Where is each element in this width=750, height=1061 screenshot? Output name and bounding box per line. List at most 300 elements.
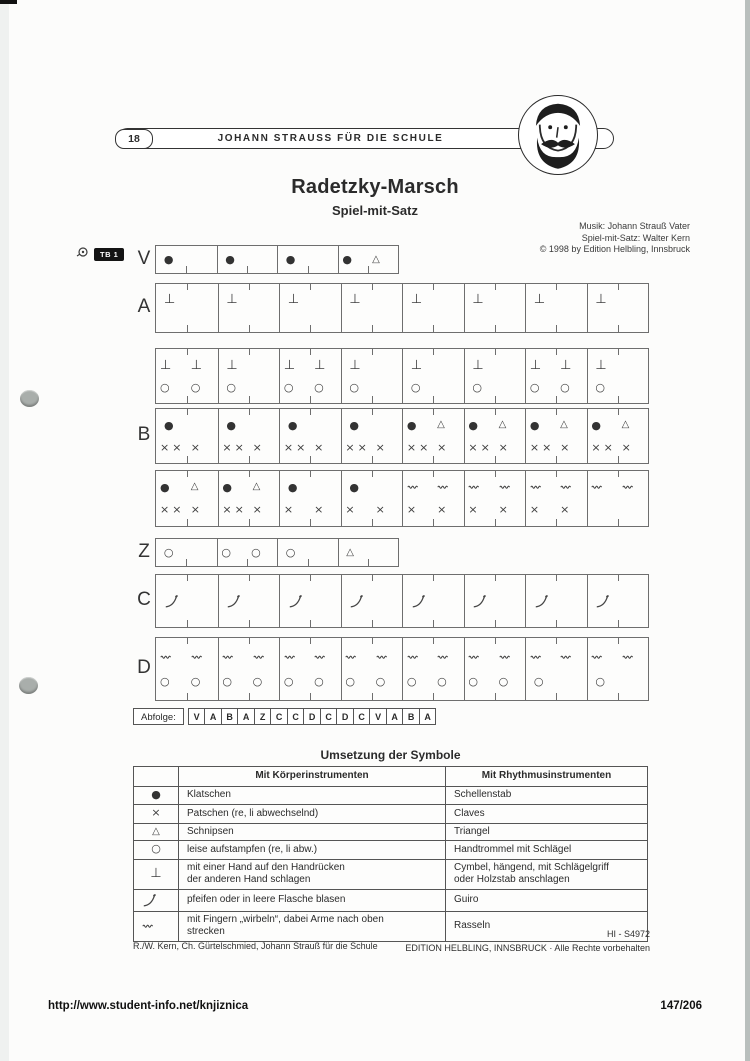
hand-icon: ⊥ <box>529 357 542 373</box>
score-cell <box>341 349 403 403</box>
beat-line <box>526 675 587 687</box>
wirbel-icon <box>191 654 204 660</box>
clap-icon: ● <box>342 253 352 266</box>
stamp-icon: ○ <box>190 674 201 688</box>
beat-line <box>526 419 587 431</box>
stamp-icon: ○ <box>159 674 170 688</box>
snip-icon: △ <box>498 419 507 430</box>
beat-line <box>280 419 341 431</box>
score-cell <box>464 409 526 463</box>
beat-line <box>280 441 341 453</box>
beat-line <box>280 359 341 372</box>
beat-line <box>156 547 217 559</box>
legend-symbol-cell <box>134 823 179 841</box>
stamp-icon: ○ <box>151 842 161 855</box>
snip-icon: △ <box>346 546 354 558</box>
beat-line <box>588 441 649 453</box>
patsch-icon: × <box>603 440 613 454</box>
whistle-icon <box>164 593 180 610</box>
beat-line <box>218 254 278 266</box>
abfolge-cell: V <box>369 709 386 724</box>
beat-line <box>156 293 218 306</box>
beat-line <box>465 504 526 516</box>
patsch-icon: × <box>172 503 182 517</box>
beat-line <box>403 593 464 610</box>
beat-line <box>526 293 587 306</box>
score-cell <box>279 409 341 463</box>
beat-line <box>403 441 464 453</box>
patsch-icon: × <box>560 503 570 517</box>
score-cell <box>156 246 217 273</box>
beat-line <box>465 675 526 687</box>
hand-icon: ⊥ <box>472 292 484 307</box>
wirbel-icon <box>622 654 635 660</box>
hand-icon: ⊥ <box>560 357 572 373</box>
stamp-icon: ○ <box>252 674 263 688</box>
beat-line <box>403 293 464 306</box>
wirbel-icon <box>284 654 297 660</box>
score-cell <box>464 284 526 332</box>
beat-line <box>280 293 341 306</box>
wirbel-icon <box>314 654 327 660</box>
whistle-icon <box>472 593 488 610</box>
wirbel-icon <box>160 654 173 660</box>
patsch-icon: × <box>283 440 294 454</box>
score-cell <box>402 471 464 526</box>
audio-track-icon <box>76 245 91 263</box>
whistle-icon <box>142 892 170 909</box>
score-cell <box>341 409 403 463</box>
beat-line <box>342 481 403 493</box>
page-title: Radetzky-Marsch <box>291 176 459 198</box>
clap-icon: ● <box>285 253 296 266</box>
row-label: B <box>137 424 151 445</box>
legend-rhythmus-cell: Claves <box>446 805 648 824</box>
patsch-icon: × <box>283 503 294 517</box>
beat-line <box>156 419 218 431</box>
beat-line <box>219 441 280 453</box>
beat-line <box>280 504 341 516</box>
snip-icon: △ <box>252 481 261 493</box>
beat-line <box>588 504 649 516</box>
hand-icon: ⊥ <box>150 865 162 881</box>
beat-line <box>219 504 280 516</box>
score-cell <box>587 409 649 463</box>
clap-icon: ● <box>163 418 174 432</box>
clap-icon: ● <box>151 787 161 801</box>
stamp-icon: ○ <box>283 674 294 688</box>
patsch-icon: × <box>296 440 306 454</box>
beat-line <box>403 359 464 372</box>
beat-line <box>280 381 341 393</box>
row-label: V <box>137 247 151 269</box>
score-cell <box>587 284 649 332</box>
punch-hole-icon <box>19 677 38 694</box>
row-cells <box>155 348 649 404</box>
score-cell <box>279 575 341 627</box>
score-cell <box>217 246 278 273</box>
abfolge-bar <box>133 708 436 725</box>
beat-line <box>465 293 526 306</box>
footer-publisher-block <box>405 928 650 955</box>
whistle-icon <box>288 593 304 610</box>
patsch-icon: × <box>498 440 508 454</box>
score-cell <box>464 471 526 526</box>
clap-icon: ● <box>349 418 359 432</box>
beat-line <box>219 381 280 393</box>
legend-title: Umsetzung der Symbole <box>320 748 461 762</box>
stamp-icon: ○ <box>349 380 359 394</box>
legend-rhythmus-cell: Schellenstab <box>446 786 648 805</box>
legend-row <box>134 823 648 841</box>
beat-line <box>219 651 280 663</box>
stamp-icon: ○ <box>314 674 324 688</box>
hand-icon: ⊥ <box>190 357 203 373</box>
wirbel-icon <box>499 654 512 660</box>
clap-icon: ● <box>287 480 298 494</box>
score-cell <box>279 284 341 332</box>
snip-icon: △ <box>190 481 199 493</box>
legend-row <box>134 841 648 860</box>
beat-line <box>156 254 217 266</box>
abfolge-cell: V <box>193 712 200 722</box>
legend-symbol-cell <box>134 841 179 860</box>
stamp-icon: ○ <box>595 380 605 394</box>
stamp-icon: ○ <box>314 380 324 394</box>
score-cell <box>525 349 587 403</box>
wirbel-icon <box>407 654 420 660</box>
wirbel-icon <box>530 654 543 660</box>
beat-line <box>219 675 280 687</box>
abfolge-cell: Z <box>254 709 271 724</box>
beat-line <box>342 593 403 610</box>
patsch-icon: × <box>357 440 367 454</box>
hand-icon: ⊥ <box>287 292 300 307</box>
stamp-icon: ○ <box>345 674 356 688</box>
stamp-icon: ○ <box>472 380 482 394</box>
clap-icon: ● <box>591 418 602 432</box>
legend-symbol-cell <box>134 805 179 824</box>
hand-icon: ⊥ <box>314 357 326 373</box>
credit-arranger: Spiel-mit-Satz: Walter Kern <box>581 232 690 243</box>
beat-line <box>342 675 403 687</box>
score-cell <box>587 349 649 403</box>
wirbel-icon <box>222 654 235 660</box>
legend-rhythmus-cell: Cymbel, hängend, mit Schlägelgriff oder Holzstab anschlagen <box>446 859 648 889</box>
patsch-icon: × <box>222 440 232 454</box>
beat-line <box>465 381 526 393</box>
credit-music: Musik: Johann Strauß Vater <box>579 221 690 231</box>
whistle-icon <box>226 593 242 610</box>
score-cell <box>402 349 464 403</box>
score-cell <box>525 409 587 463</box>
wirbel-icon <box>560 484 573 490</box>
wirbel-icon <box>468 654 481 660</box>
score-cell <box>218 409 280 463</box>
abfolge-cell: A <box>204 709 221 724</box>
patsch-icon: × <box>468 440 478 454</box>
whistle-icon <box>349 593 365 610</box>
abfolge-label: Abfolge: <box>133 708 184 725</box>
beat-line <box>156 651 218 663</box>
wirbel-icon <box>530 484 543 490</box>
score-cell <box>402 409 464 463</box>
clap-icon: ● <box>159 480 170 494</box>
abfolge-cell: C <box>270 709 287 724</box>
legend-koerper-cell: Klatschen <box>179 786 446 805</box>
legend-koerper-cell: pfeifen oder in leere Flasche blasen <box>179 889 446 911</box>
patsch-icon: × <box>468 503 478 517</box>
row-cells <box>155 408 649 464</box>
hand-icon: ⊥ <box>283 357 296 373</box>
score-cell <box>402 575 464 627</box>
row-cells <box>155 637 649 701</box>
patsch-icon: × <box>406 503 417 517</box>
abfolge-cell: D <box>336 709 353 724</box>
patsch-icon: × <box>159 440 170 454</box>
legend-koerper-cell: Patschen (re, li abwechselnd) <box>179 805 446 824</box>
stamp-icon: ○ <box>437 674 447 688</box>
legend-symbol-cell <box>134 911 179 941</box>
patsch-icon: × <box>621 440 631 454</box>
wirbel-icon <box>499 484 512 490</box>
clap-icon: ● <box>529 418 540 432</box>
patsch-icon: × <box>159 503 170 517</box>
clap-icon: ● <box>163 253 174 266</box>
score-cell <box>402 284 464 332</box>
score-cell <box>341 471 403 526</box>
legend-symbol-cell <box>134 889 179 911</box>
patsch-icon: × <box>252 503 262 517</box>
footer-authors: R./W. Kern, Ch. Gürtelschmied, Johann Strauß für die Schule <box>133 941 378 951</box>
beat-line <box>156 359 218 372</box>
patsch-icon: × <box>234 503 244 517</box>
score-cell <box>341 284 403 332</box>
book-title: JOHANN STRAUSS FÜR DIE SCHULE <box>217 133 444 144</box>
wirbel-icon <box>560 654 573 660</box>
wirbel-icon <box>376 654 389 660</box>
abfolge-cell: C <box>320 709 337 724</box>
snip-icon: △ <box>621 419 630 430</box>
stamp-icon: ○ <box>375 674 386 688</box>
score-cell <box>525 284 587 332</box>
whistle-icon <box>595 593 611 610</box>
hand-icon: ⊥ <box>226 292 238 307</box>
stamp-icon: ○ <box>251 546 261 559</box>
score-cell <box>156 349 218 403</box>
patsch-icon: × <box>542 440 552 454</box>
legend-header-symbol <box>134 767 179 787</box>
beat-line <box>588 359 649 372</box>
hand-icon: ⊥ <box>595 357 607 373</box>
beat-line <box>588 419 649 431</box>
beat-line <box>342 504 403 516</box>
score-cell <box>218 471 280 526</box>
legend-symbol-cell <box>134 859 179 889</box>
beat-line <box>278 254 338 266</box>
beat-line <box>588 651 649 663</box>
clap-icon: ● <box>406 418 417 432</box>
legend-row <box>134 859 648 889</box>
row-label: C <box>137 589 151 610</box>
patsch-icon: × <box>498 503 508 517</box>
stamp-icon: ○ <box>498 674 509 688</box>
legend-rhythmus-cell: Guiro <box>446 889 648 911</box>
strauss-portrait-icon <box>518 95 598 175</box>
abfolge-cell: A <box>386 709 403 724</box>
patsch-icon: × <box>529 503 540 517</box>
credits <box>540 221 690 256</box>
beat-line <box>526 441 587 453</box>
stamp-icon: ○ <box>406 674 417 688</box>
scan-corner-mark <box>0 0 17 4</box>
patsch-icon: × <box>151 806 161 819</box>
hand-icon: ⊥ <box>349 357 361 373</box>
patsch-icon: × <box>375 440 385 454</box>
beat-line <box>526 359 587 372</box>
score-cell <box>464 575 526 627</box>
beat-line <box>588 381 649 393</box>
row-label: D <box>137 657 151 678</box>
stamp-icon: ○ <box>283 380 294 394</box>
legend-table <box>133 766 648 942</box>
beat-line <box>588 593 649 610</box>
row-label: Z <box>138 540 150 562</box>
clap-icon: ● <box>287 418 298 432</box>
beat-line <box>278 547 338 559</box>
patsch-icon: × <box>560 440 570 454</box>
beat-line <box>218 547 278 559</box>
whistle-icon <box>411 593 427 610</box>
legend-koerper-cell: mit Fingern „wirbeln“, dabei Arme nach oben strecken <box>179 911 446 941</box>
patsch-icon: × <box>234 440 244 454</box>
beat-line <box>342 651 403 663</box>
legend-koerper-cell: Schnipsen <box>179 823 446 841</box>
wirbel-icon <box>622 484 635 490</box>
beat-line <box>219 593 280 610</box>
patsch-icon: × <box>314 503 324 517</box>
beat-line <box>339 547 399 559</box>
legend-header-rhythmus: Mit Rhythmusinstrumenten <box>446 767 648 787</box>
row-cells <box>155 538 399 567</box>
beat-line <box>342 441 403 453</box>
wirbel-icon <box>468 484 481 490</box>
beat-line <box>526 481 587 493</box>
stamp-icon: ○ <box>560 380 570 394</box>
clap-icon: ● <box>225 253 235 266</box>
legend-symbol-cell <box>134 786 179 805</box>
score-cell <box>587 638 649 700</box>
patsch-icon: × <box>222 503 232 517</box>
row-cells <box>155 245 399 274</box>
beat-line <box>403 419 464 431</box>
score-cell <box>341 638 403 700</box>
stamp-icon: ○ <box>595 674 605 688</box>
patsch-icon: × <box>190 440 200 454</box>
abfolge-cell: B <box>221 709 238 724</box>
stamp-icon: ○ <box>529 380 540 394</box>
beat-line <box>339 254 399 266</box>
beat-line <box>280 593 341 610</box>
row-label: A <box>137 296 151 317</box>
beat-line <box>465 359 526 372</box>
page-subtitle: Spiel-mit-Satz <box>332 203 418 218</box>
patsch-icon: × <box>190 503 200 517</box>
beat-line <box>465 419 526 431</box>
score-cell <box>279 349 341 403</box>
beat-line <box>526 593 587 610</box>
stamp-icon: ○ <box>226 380 236 394</box>
beat-line <box>342 293 403 306</box>
stamp-icon: ○ <box>285 546 296 559</box>
source-url: http://www.student-info.net/knjiznica <box>48 1000 249 1012</box>
wirbel-icon <box>345 654 358 660</box>
score-cell <box>338 246 399 273</box>
whistle-icon <box>534 593 550 610</box>
hand-icon: ⊥ <box>595 292 607 307</box>
stamp-icon: ○ <box>222 674 233 688</box>
patsch-icon: × <box>345 440 355 454</box>
score-cell <box>464 349 526 403</box>
score-cell <box>277 539 338 566</box>
punch-hole-icon <box>20 390 39 407</box>
snip-icon: △ <box>152 825 160 837</box>
hand-icon: ⊥ <box>349 292 361 307</box>
score-cell <box>218 575 280 627</box>
hand-icon: ⊥ <box>533 292 546 307</box>
score-cell <box>341 575 403 627</box>
beat-line <box>403 504 464 516</box>
abfolge-cell: A <box>237 709 254 724</box>
patsch-icon: × <box>480 440 490 454</box>
patsch-icon: × <box>375 503 385 517</box>
beat-line <box>465 441 526 453</box>
beat-line <box>465 593 526 610</box>
score-cell <box>218 638 280 700</box>
patsch-icon: × <box>437 440 447 454</box>
beat-line <box>342 359 403 372</box>
wirbel-icon <box>591 484 604 490</box>
score-cell <box>464 638 526 700</box>
wirbel-icon <box>437 654 450 660</box>
beat-line <box>403 675 464 687</box>
abfolge-cell: C <box>353 709 370 724</box>
score-cell <box>277 246 338 273</box>
beat-line <box>526 504 587 516</box>
legend-koerper-cell: leise aufstampfen (re, li abw.) <box>179 841 446 860</box>
beat-line <box>156 441 218 453</box>
beat-line <box>465 651 526 663</box>
score-cell <box>217 539 278 566</box>
scan-edge-left <box>0 0 9 1061</box>
scan-page-indicator: 147/206 <box>660 1000 702 1012</box>
score-cell <box>525 471 587 526</box>
beat-line <box>526 651 587 663</box>
row-cells <box>155 283 649 333</box>
beat-line <box>219 359 280 372</box>
track-badge: TB 1 <box>94 248 124 261</box>
score-cell <box>525 575 587 627</box>
wirbel-icon <box>437 484 450 490</box>
beat-line <box>465 481 526 493</box>
snip-icon: △ <box>372 253 380 265</box>
clap-icon: ● <box>349 480 359 494</box>
patsch-icon: × <box>172 440 182 454</box>
score-cell <box>218 284 280 332</box>
legend-row <box>134 889 648 911</box>
score-cell <box>156 539 217 566</box>
legend-rhythmus-cell: Triangel <box>446 823 648 841</box>
